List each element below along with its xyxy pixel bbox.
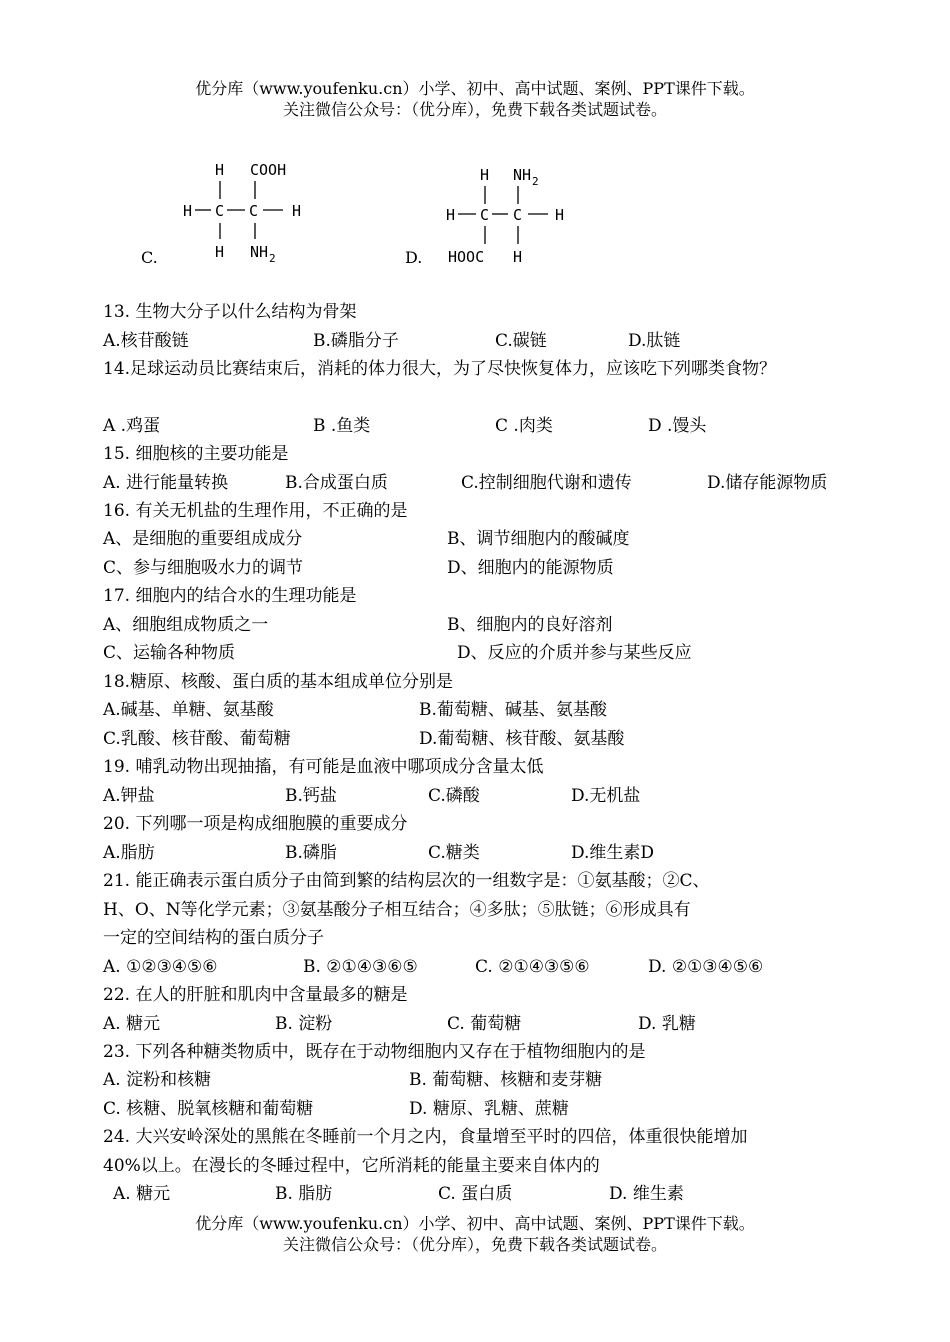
q24-option-a: A. 糖元: [113, 1184, 171, 1204]
q17-option-b: B、细胞内的良好溶剂: [447, 615, 613, 635]
q24-stem-2: 40%以上。在漫长的冬睡过程中，它所消耗的能量主要来自体内的: [103, 1156, 600, 1176]
q15-option-c: C.控制细胞代谢和遗传: [461, 473, 632, 493]
header-line-1: 优分库（www.youfenku.cn）小学、初中、高中试题、案例、PPT课件下载。: [195, 79, 755, 98]
q16-option-a: A、是细胞的重要组成成分: [103, 529, 303, 549]
q22-option-c: C. 葡萄糖: [447, 1014, 522, 1034]
q20-option-a: A.脂肪: [103, 843, 155, 863]
c-carbon-1: C: [215, 202, 225, 220]
c-carbon-2: C: [249, 202, 259, 220]
q23-option-a: A. 淀粉和核糖: [103, 1070, 212, 1090]
q17-stem: 17. 细胞内的结合水的生理功能是: [103, 586, 357, 606]
q24-option-d: D. 维生素: [609, 1184, 684, 1204]
q17-option-c: C、运输各种物质: [103, 643, 236, 663]
q16-option-b: B、调节细胞内的酸碱度: [447, 529, 630, 549]
header-line-2: 关注微信公众号：（优分库），免费下载各类试题试卷。: [282, 100, 667, 119]
d-bottom-h: H: [513, 248, 523, 266]
q15-option-a: A. 进行能量转换: [103, 473, 229, 493]
d-top-nh: NH: [513, 166, 532, 184]
q15-stem: 15. 细胞核的主要功能是: [103, 444, 289, 464]
q19-stem: 19. 哺乳动物出现抽搐，有可能是血液中哪项成分含量太低: [103, 757, 544, 777]
q16-option-c: C、参与细胞吸水力的调节: [103, 558, 304, 578]
q18-option-b: B.葡萄糖、碱基、氨基酸: [419, 700, 607, 720]
q20-option-d: D.维生素D: [571, 843, 655, 863]
q17-option-d: D、反应的介质并参与某些反应: [457, 643, 692, 663]
q21-stem-2: H、O、N等化学元素；③氨基酸分子相互结合；④多肽；⑤肽链；⑥形成具有: [103, 900, 691, 920]
d-carbon-2: C: [513, 206, 523, 224]
q21-option-d: D. ②①③④⑤⑥: [648, 957, 764, 977]
q21-option-a: A. ①②③④⑤⑥: [103, 957, 218, 977]
q13-option-d: D.肽链: [628, 331, 681, 351]
q15-option-b: B.合成蛋白质: [285, 473, 388, 493]
c-bottom-h: H: [215, 243, 225, 261]
q16-option-d: D、细胞内的能源物质: [447, 558, 614, 578]
q24-option-c: C. 蛋白质: [438, 1184, 513, 1204]
structure-c-label: C.: [141, 248, 158, 267]
q22-option-d: D. 乳糖: [638, 1014, 696, 1034]
q14-stem: 14.足球运动员比赛结束后，消耗的体力很大，为了尽快恢复体力，应该吃下列哪类食物？: [103, 359, 777, 379]
q20-option-b: B.磷脂: [285, 843, 337, 863]
d-left-h: H: [446, 206, 456, 224]
c-left-h: H: [183, 202, 193, 220]
c-right-h: H: [292, 202, 302, 220]
structure-d-label: D.: [405, 248, 423, 267]
q22-option-a: A. 糖元: [103, 1014, 161, 1034]
q13-option-b: B.磷脂分子: [313, 331, 399, 351]
c-top-cooh: COOH: [250, 161, 287, 179]
q24-option-b: B. 脂肪: [275, 1184, 333, 1204]
q14-option-b: B .鱼类: [313, 416, 371, 436]
q19-option-b: B.钙盐: [285, 786, 337, 806]
q23-option-b: B. 葡萄糖、核糖和麦芽糖: [409, 1070, 603, 1090]
q13-option-c: C.碳链: [495, 331, 547, 351]
footer-line-2: 关注微信公众号：（优分库），免费下载各类试题试卷。: [282, 1235, 667, 1254]
q21-option-c: C. ②①④③⑤⑥: [475, 957, 590, 977]
q18-option-a: A.碱基、单糖、氨基酸: [103, 700, 274, 720]
q13-stem: 13. 生物大分子以什么结构为骨架: [103, 302, 357, 322]
q20-stem: 20. 下列哪一项是构成细胞膜的重要成分: [103, 814, 408, 834]
q13-option-a: A.核苷酸链: [103, 331, 189, 351]
q14-option-c: C .肉类: [495, 416, 553, 436]
q20-option-c: C.糖类: [428, 843, 480, 863]
d-bottom-hooc: HOOC: [448, 248, 485, 266]
d-carbon-1: C: [480, 206, 490, 224]
q23-option-d: D. 糖原、乳糖、蔗糖: [409, 1099, 569, 1119]
q18-option-d: D.葡萄糖、核苷酸、氨基酸: [419, 729, 625, 749]
structure-c-diagram: [175, 155, 315, 270]
q22-option-b: B. 淀粉: [275, 1014, 333, 1034]
footer-line-1: 优分库（www.youfenku.cn）小学、初中、高中试题、案例、PPT课件下载。: [195, 1214, 755, 1233]
q19-option-d: D.无机盐: [571, 786, 641, 806]
structure-d-diagram: [440, 160, 580, 270]
q23-option-c: C. 核糖、脱氧核糖和葡萄糖: [103, 1099, 314, 1119]
q17-option-a: A、细胞组成物质之一: [103, 615, 269, 635]
q15-option-d: D.储存能源物质: [707, 473, 828, 493]
q14-option-d: D .馒头: [648, 416, 707, 436]
q16-stem: 16. 有关无机盐的生理作用，不正确的是: [103, 501, 408, 521]
q19-option-c: C.磷酸: [428, 786, 480, 806]
c-top-h: H: [215, 161, 225, 179]
q19-option-a: A.钾盐: [103, 786, 155, 806]
q18-option-c: C.乳酸、核苷酸、葡萄糖: [103, 729, 291, 749]
q23-stem: 23. 下列各种糖类物质中，既存在于动物细胞内又存在于植物细胞内的是: [103, 1042, 646, 1062]
c-bottom-nh: NH: [250, 243, 269, 261]
q21-stem-3: 一定的空间结构的蛋白质分子: [103, 928, 324, 948]
q14-option-a: A .鸡蛋: [103, 416, 161, 436]
d-top-h: H: [480, 166, 490, 184]
q21-option-b: B. ②①④③⑥⑤: [303, 957, 418, 977]
d-top-sub: 2: [532, 175, 539, 188]
q18-stem: 18.糖原、核酸、蛋白质的基本组成单位分别是: [103, 672, 454, 692]
q22-stem: 22. 在人的肝脏和肌肉中含量最多的糖是: [103, 985, 408, 1005]
q21-stem-1: 21. 能正确表示蛋白质分子由简到繁的结构层次的一组数字是：①氨基酸；②C、: [103, 871, 710, 891]
q24-stem-1: 24. 大兴安岭深处的黑熊在冬睡前一个月之内，食量增至平时的四倍，体重很快能增加: [103, 1127, 748, 1147]
c-bottom-sub: 2: [269, 252, 276, 265]
d-right-h: H: [555, 206, 565, 224]
